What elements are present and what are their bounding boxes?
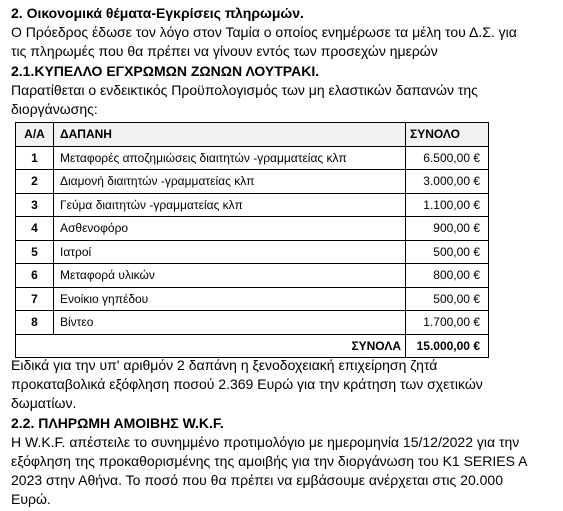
note-line-3: δωματίων. xyxy=(11,395,77,411)
section-2-paragraph-line-1: Ο Πρόεδρος έδωσε τον λόγο στον Ταμία ο οποίος ενημέρωσε τα μέλη του Δ.Σ. για xyxy=(11,24,517,40)
section-2-1-intro-line-2: διοργάνωσης: xyxy=(11,101,98,117)
table-row xyxy=(16,240,489,264)
section-2-2-line-1: Η W.K.F. απέστειλε το συνημμένο προτιμολόγιο με ημερομηνία 15/12/2022 για την xyxy=(11,434,520,450)
row-desc: Μεταφορές αποζημιώσεις διαιτητών -γραμματείας κλπ xyxy=(54,146,406,170)
row-desc: Γεύμα διαιτητών -γραμματείας κλπ xyxy=(54,193,406,217)
row-amount: 500,00 € xyxy=(406,240,489,264)
total-amount: 15.000,00 € xyxy=(406,334,489,358)
header-num: Α/Α xyxy=(16,123,54,147)
section-2-2-line-3: 2023 στην Αθήνα. Το ποσό που θα πρέπει να εμβάσουμε ανέρχεται στις 20.000 xyxy=(11,472,503,488)
row-desc: Βίντεο xyxy=(54,311,406,335)
table-row xyxy=(16,193,489,217)
row-num: 1 xyxy=(16,146,54,170)
table-row xyxy=(16,311,489,335)
budget-table xyxy=(15,122,489,358)
note-line-2: προκαταβολικά εξόφληση ποσού 2.369 Ευρώ για την κράτηση των σχετικών xyxy=(11,376,483,392)
note-line-1: Ειδικά για την υπ' αριθμόν 2 δαπάνη η ξενοδοχειακή επιχείρηση ζητά xyxy=(11,357,438,373)
section-2-heading: 2. Οικονομικά θέματα-Εγκρίσεις πληρωμών. xyxy=(11,5,304,21)
row-amount: 6.500,00 € xyxy=(406,146,489,170)
table-header-row xyxy=(16,123,489,147)
row-amount: 800,00 € xyxy=(406,264,489,288)
table-row xyxy=(16,217,489,241)
section-2-1-heading: 2.1.ΚΥΠΕΛΛΟ ΕΓΧΡΩΜΩΝ ΖΩΝΩΝ ΛΟΥΤΡΑΚΙ. xyxy=(11,63,320,79)
row-amount: 3.000,00 € xyxy=(406,170,489,194)
row-amount: 1.100,00 € xyxy=(406,193,489,217)
row-num: 6 xyxy=(16,264,54,288)
row-desc: Ασθενοφόρο xyxy=(54,217,406,241)
row-num: 7 xyxy=(16,287,54,311)
row-num: 2 xyxy=(16,170,54,194)
table-row xyxy=(16,170,489,194)
row-amount: 1.700,00 € xyxy=(406,311,489,335)
section-2-2-line-2: εξόφληση της προκαθορισμένης της αμοιβής για την διοργάνωση του K1 SERIES A xyxy=(11,453,528,469)
table-total-row xyxy=(16,334,489,358)
section-2-2-heading: 2.2. ΠΛΗΡΩΜΗ ΑΜΟΙΒΗΣ W.K.F. xyxy=(11,415,224,431)
table-row xyxy=(16,146,489,170)
row-num: 5 xyxy=(16,240,54,264)
row-desc: Ενοίκιο γηπέδου xyxy=(54,287,406,311)
header-amount: ΣΥΝΟΛΟ xyxy=(406,123,489,147)
row-desc: Μεταφορά υλικών xyxy=(54,264,406,288)
section-2-1-intro-line-1: Παρατίθεται ο ενδεικτικός Προϋπολογισμός των μη ελαστικών δαπανών της xyxy=(11,82,478,98)
section-2-2-line-4: Ευρώ. xyxy=(11,491,51,507)
row-amount: 500,00 € xyxy=(406,287,489,311)
table-row xyxy=(16,264,489,288)
header-desc: ΔΑΠΑΝΗ xyxy=(54,123,406,147)
row-desc: Διαμονή διαιτητών -γραμματείας κλπ xyxy=(54,170,406,194)
table-row xyxy=(16,287,489,311)
row-num: 4 xyxy=(16,217,54,241)
row-num: 3 xyxy=(16,193,54,217)
row-desc: Ιατροί xyxy=(54,240,406,264)
section-2-paragraph-line-2: τις πληρωμές που θα πρέπει να γίνουν εντός των προσεχών ημερών xyxy=(11,43,438,59)
total-label: ΣΥΝΟΛΑ xyxy=(16,334,406,358)
row-amount: 900,00 € xyxy=(406,217,489,241)
row-num: 8 xyxy=(16,311,54,335)
